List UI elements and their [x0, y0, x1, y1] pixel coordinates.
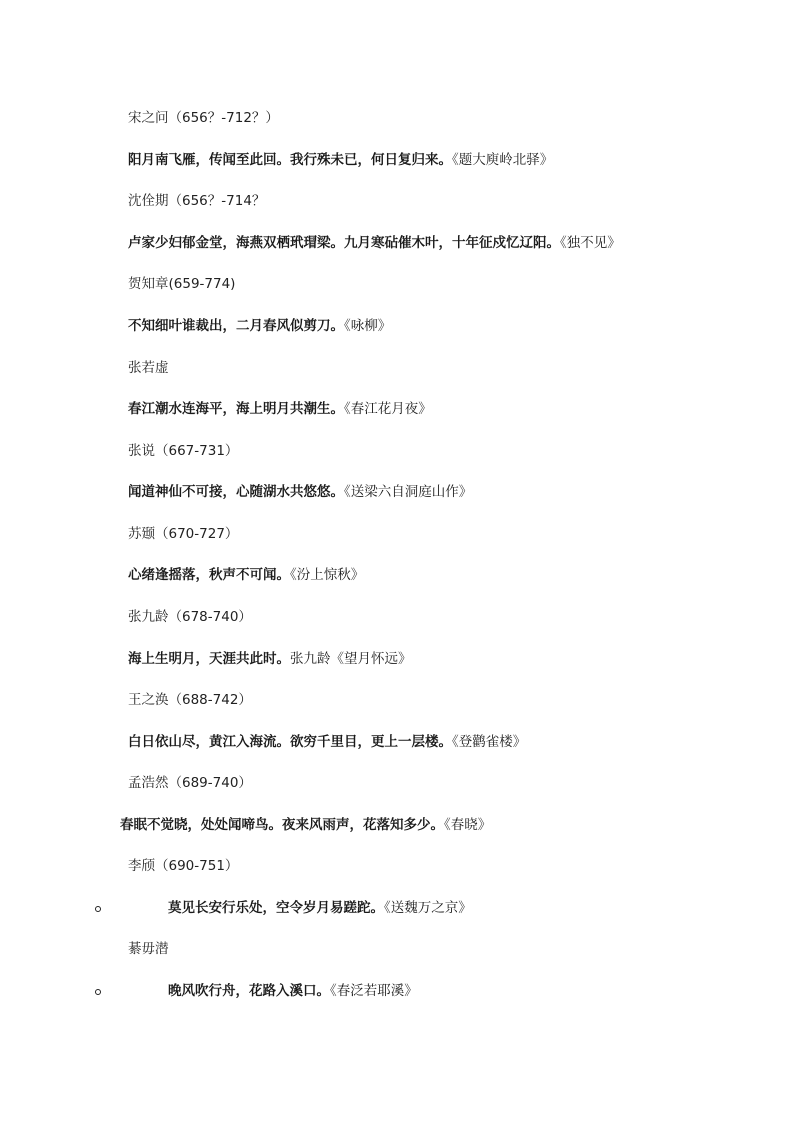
verse-line — [128, 317, 391, 335]
poem-source: 张九龄《望月怀远》 — [290, 651, 412, 667]
verse-line — [128, 234, 621, 252]
verse-text: 春眠不觉晓，处处闻啼鸟。夜来风雨声，花落知多少。 — [120, 817, 444, 833]
verse-text: 白日依山尽，黄江入海流。欲穷千里目，更上一层楼。 — [128, 734, 452, 750]
poet-name: 张九龄（678-740） — [128, 609, 252, 625]
verse-line — [168, 899, 472, 917]
verse-text: 春江潮水连海平，海上明月共潮生。 — [128, 401, 344, 417]
poem-source: 《春泛若耶溪》 — [330, 983, 418, 999]
verse-text: 闻道神仙不可接，心随湖水共悠悠。 — [128, 484, 344, 500]
poet-name: 张若虚 — [128, 360, 169, 376]
poet-name: 孟浩然（689-740） — [128, 775, 252, 791]
verse-text: 晚风吹行舟，花路入溪口。 — [168, 983, 330, 999]
poem-source: 《咏柳》 — [344, 318, 392, 334]
verse-line — [128, 733, 526, 751]
poet-name: 李颀（690-751） — [128, 858, 239, 874]
verse-text: 心绪逢摇落，秋声不可闻。 — [128, 567, 290, 583]
poet-name: 王之涣（688-742） — [128, 692, 252, 708]
list-bullet-icon — [95, 989, 101, 995]
poem-source: 《春江花月夜》 — [344, 401, 432, 417]
poet-name: 綦毋潜 — [128, 941, 169, 957]
poem-source: 《登鹳雀楼》 — [452, 734, 527, 750]
poet-name: 沈佺期（656？-714？ — [128, 193, 266, 209]
poem-source: 《题大庾岭北驿》 — [452, 152, 554, 168]
verse-line — [128, 483, 472, 501]
verse-text: 阳月南飞雁，传闻至此回。我行殊未已，何日复归来。 — [128, 152, 452, 168]
poem-source: 《送魏万之京》 — [384, 900, 472, 916]
poet-name: 贺知章(659-774) — [128, 276, 236, 292]
verse-line — [168, 982, 418, 1000]
verse-text: 莫见长安行乐处，空令岁月易蹉跎。 — [168, 900, 384, 916]
verse-line — [120, 816, 491, 834]
verse-line — [128, 566, 364, 584]
poet-name: 张说（667-731） — [128, 443, 239, 459]
poem-source: 《汾上惊秋》 — [290, 567, 365, 583]
verse-line — [128, 650, 412, 668]
list-bullet-icon — [95, 906, 101, 912]
verse-text: 海上生明月，天涯共此时。 — [128, 651, 290, 667]
verse-line — [128, 400, 432, 418]
poet-name: 宋之问（656？-712？） — [128, 110, 279, 126]
poem-source: 《独不见》 — [560, 235, 621, 251]
verse-text: 不知细叶谁裁出，二月春风似剪刀。 — [128, 318, 344, 334]
poem-source: 《春晓》 — [444, 817, 492, 833]
verse-line — [128, 151, 553, 169]
poet-name: 苏颋（670-727） — [128, 526, 239, 542]
poem-source: 《送梁六自洞庭山作》 — [344, 484, 473, 500]
verse-text: 卢家少妇郁金堂，海燕双栖玳瑁梁。九月寒砧催木叶，十年征戍忆辽阳。 — [128, 235, 560, 251]
